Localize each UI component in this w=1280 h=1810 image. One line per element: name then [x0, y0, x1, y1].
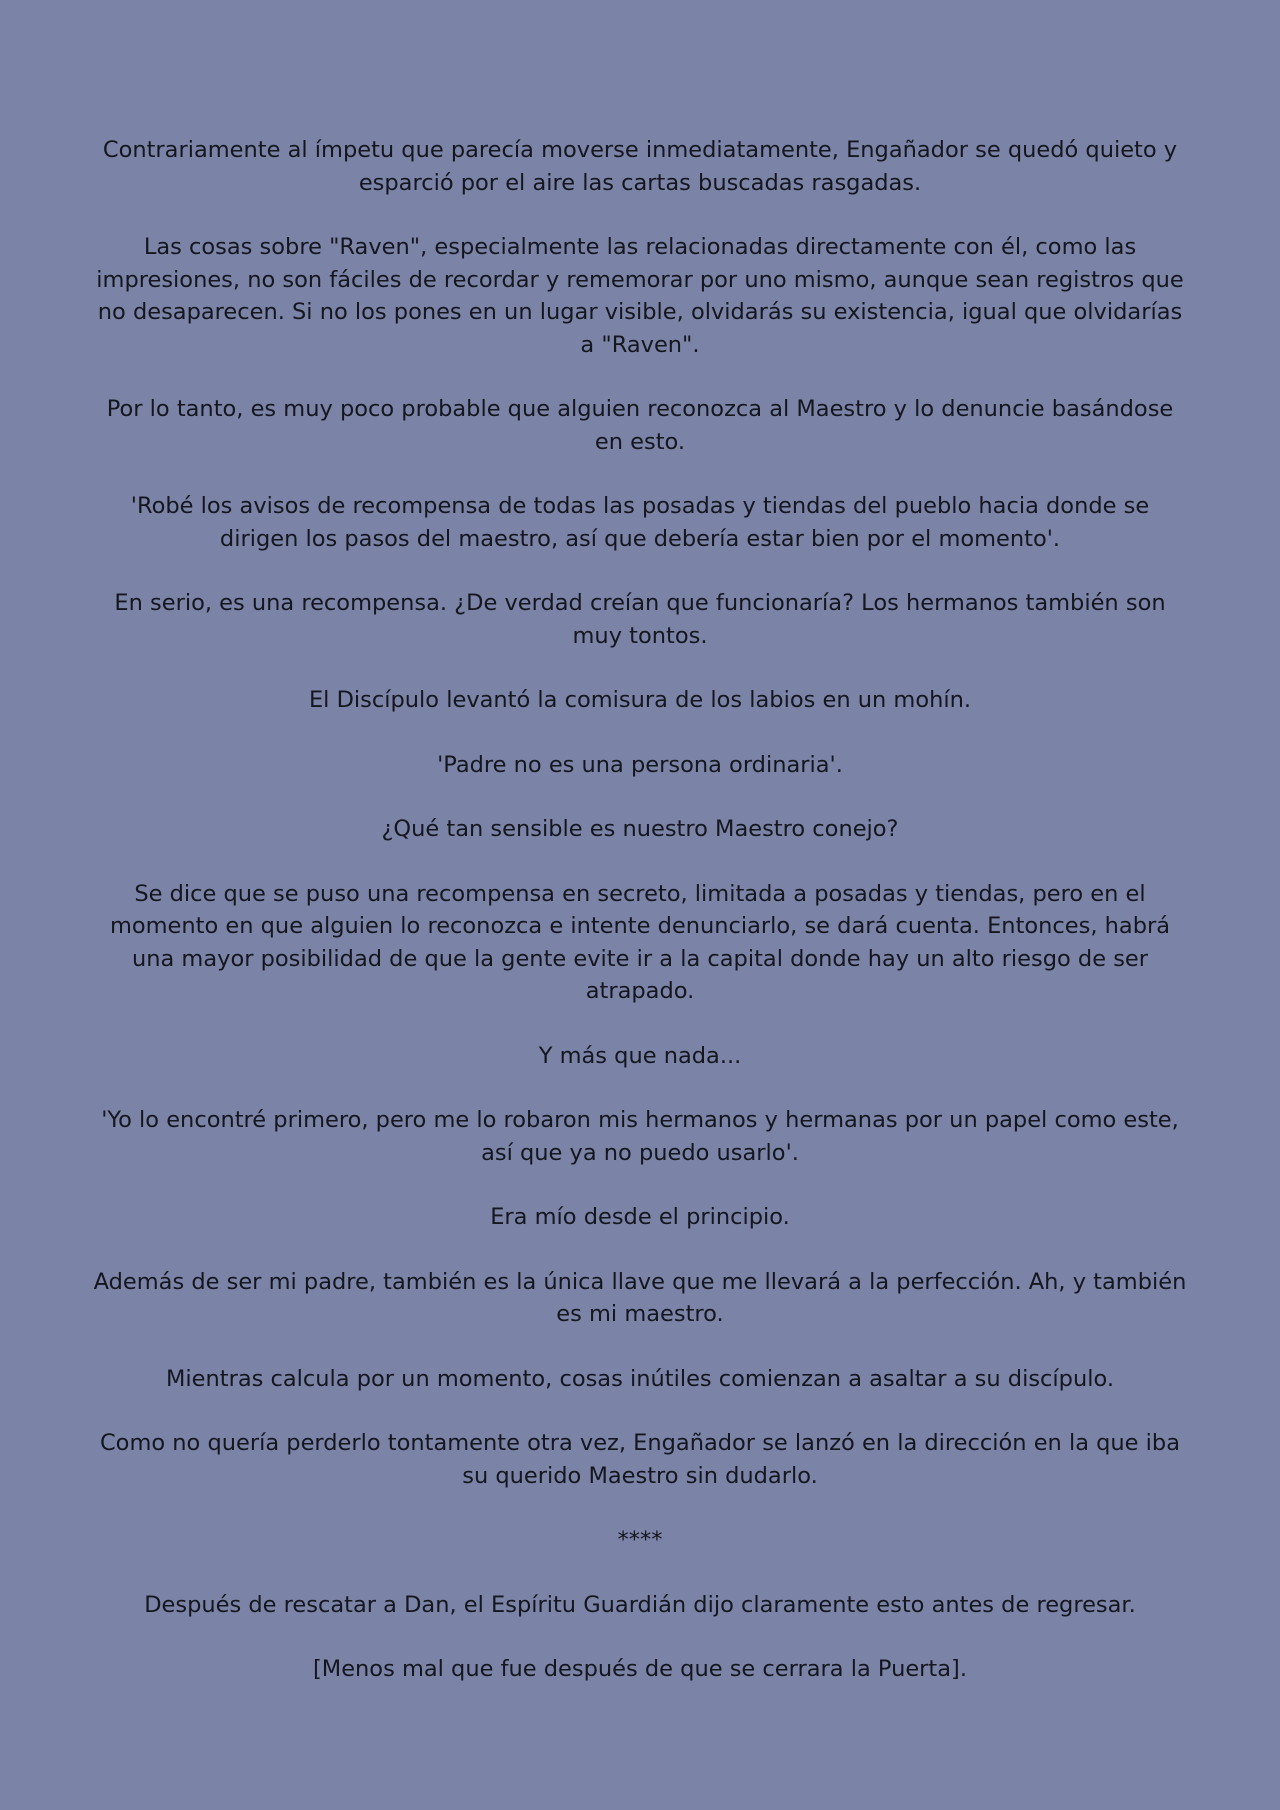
- paragraph: [Menos mal que fue después de que se cerrara la Puerta].: [313, 1656, 967, 1682]
- paragraph: Además de ser mi padre, también es la única llave que me llevará a la perfección. Ah, y también es mi maestro.: [93, 1268, 1187, 1327]
- paragraph: Se dice que se puso una recompensa en secreto, limitada a posadas y tiendas, pero en el momento en que alguien lo reconozca e intente denunciarlo, se dará cuenta. Entonces, habrá una mayor posibilidad de que la gente evite ir a la capital donde hay un alto riesgo de ser atrapado.: [109, 880, 1171, 1004]
- paragraph: Contrariamente al ímpetu que parecía moverse inmediatamente, Engañador se quedó quieto y esparció por el aire las cartas buscadas rasgadas.: [102, 137, 1178, 196]
- paragraph: 'Robé los avisos de recompensa de todas las posadas y tiendas del pueblo hacia donde se dirigen los pasos del maestro, así que debería estar bien por el momento'.: [130, 493, 1150, 552]
- paragraph: ¿Qué tan sensible es nuestro Maestro conejo?: [381, 816, 899, 842]
- paragraph: El Discípulo levantó la comisura de los labios en un mohín.: [308, 687, 972, 713]
- paragraph: 'Yo lo encontré primero, pero me lo robaron mis hermanos y hermanas por un papel como este, así que ya no puedo usarlo'.: [101, 1107, 1179, 1166]
- paragraph: 'Padre no es una persona ordinaria'.: [437, 751, 843, 778]
- paragraph: Después de rescatar a Dan, el Espíritu Guardián dijo claramente esto antes de regresar.: [144, 1591, 1136, 1618]
- scene-break: ****: [617, 1527, 663, 1553]
- paragraph: Mientras calcula por un momento, cosas inútiles comienzan a asaltar a su discípulo.: [166, 1365, 1114, 1392]
- paragraph: En serio, es una recompensa. ¿De verdad creían que funcionaría? Los hermanos también son muy tontos.: [114, 590, 1166, 649]
- paragraph: Y más que nada...: [538, 1042, 742, 1069]
- paragraph: Las cosas sobre "Raven", especialmente las relacionadas directamente con él, como las impresiones, no son fáciles de recordar y rememorar por uno mismo, aunque sean registros que no desaparecen. Si no los pones en un lugar visible, olvidarás su existencia, igual que olvidarías a "Raven".: [96, 234, 1184, 358]
- paragraph: Como no quería perderlo tontamente otra vez, Engañador se lanzó en la dirección en la que iba su querido Maestro sin dudarlo.: [99, 1430, 1181, 1489]
- paragraph: Por lo tanto, es muy poco probable que alguien reconozca al Maestro y lo denuncie basándose en esto.: [106, 396, 1174, 455]
- paragraph: Era mío desde el principio.: [490, 1204, 790, 1230]
